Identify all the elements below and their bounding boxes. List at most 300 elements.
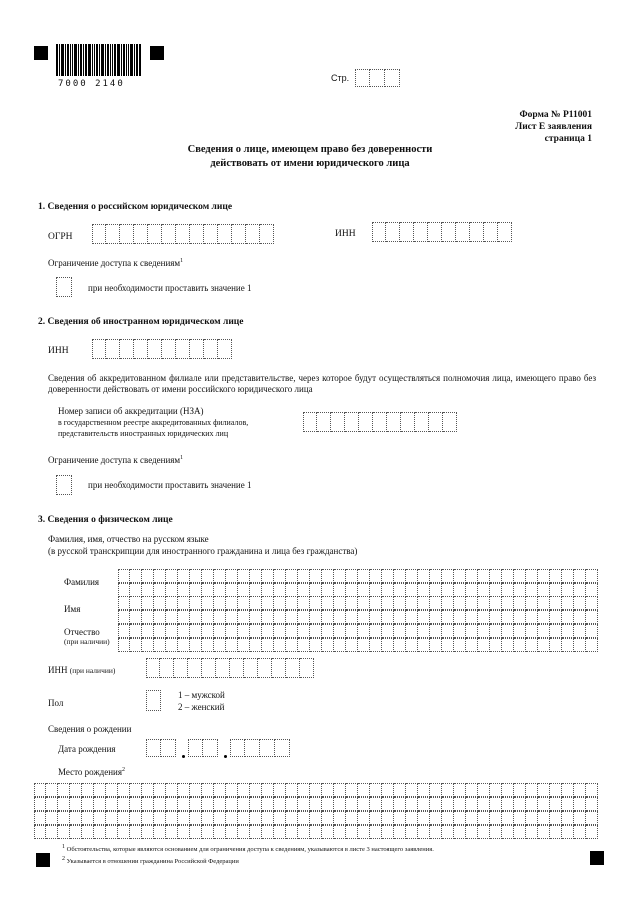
birth-day-field[interactable]: [146, 739, 176, 757]
char-cell[interactable]: [442, 624, 454, 638]
char-cell[interactable]: [130, 811, 142, 825]
char-cell[interactable]: [46, 783, 58, 797]
char-cell[interactable]: [178, 825, 190, 839]
char-cell[interactable]: [204, 224, 218, 244]
char-cell[interactable]: [514, 596, 526, 610]
char-cell[interactable]: [370, 783, 382, 797]
char-cell[interactable]: [262, 825, 274, 839]
char-cell[interactable]: [370, 797, 382, 811]
char-cell[interactable]: [310, 569, 322, 583]
char-cell[interactable]: [238, 811, 250, 825]
char-cell[interactable]: [346, 583, 358, 597]
char-cell[interactable]: [430, 825, 442, 839]
char-cell[interactable]: [250, 783, 262, 797]
char-cell[interactable]: [429, 412, 443, 432]
char-cell[interactable]: [130, 610, 142, 624]
char-cell[interactable]: [454, 638, 466, 652]
char-cell[interactable]: [430, 624, 442, 638]
char-cell[interactable]: [466, 797, 478, 811]
char-cell[interactable]: [490, 825, 502, 839]
char-cell[interactable]: [406, 596, 418, 610]
char-cell[interactable]: [176, 224, 190, 244]
char-cell[interactable]: [334, 583, 346, 597]
char-cell[interactable]: [250, 825, 262, 839]
char-cell[interactable]: [526, 797, 538, 811]
char-cell[interactable]: [82, 783, 94, 797]
char-cell[interactable]: [298, 583, 310, 597]
char-cell[interactable]: [346, 596, 358, 610]
char-cell[interactable]: [154, 624, 166, 638]
char-cell[interactable]: [430, 596, 442, 610]
birth-place-field-row3[interactable]: [34, 811, 598, 825]
char-cell[interactable]: [298, 610, 310, 624]
char-cell[interactable]: [372, 222, 386, 242]
char-cell[interactable]: [574, 783, 586, 797]
char-cell[interactable]: [346, 569, 358, 583]
char-cell[interactable]: [154, 638, 166, 652]
char-cell[interactable]: [550, 797, 562, 811]
char-cell[interactable]: [142, 624, 154, 638]
char-cell[interactable]: [250, 569, 262, 583]
char-cell[interactable]: [218, 224, 232, 244]
char-cell[interactable]: [190, 583, 202, 597]
birth-place-field-row1[interactable]: [34, 783, 598, 797]
char-cell[interactable]: [238, 797, 250, 811]
char-cell[interactable]: [502, 596, 514, 610]
char-cell[interactable]: [538, 797, 550, 811]
char-cell[interactable]: [586, 610, 598, 624]
char-cell[interactable]: [202, 825, 214, 839]
char-cell[interactable]: [286, 811, 298, 825]
char-cell[interactable]: [154, 610, 166, 624]
char-cell[interactable]: [146, 658, 160, 678]
char-cell[interactable]: [238, 610, 250, 624]
char-cell[interactable]: [190, 638, 202, 652]
char-cell[interactable]: [216, 658, 230, 678]
char-cell[interactable]: [334, 569, 346, 583]
char-cell[interactable]: [502, 610, 514, 624]
char-cell[interactable]: [550, 624, 562, 638]
char-cell[interactable]: [202, 658, 216, 678]
char-cell[interactable]: [238, 624, 250, 638]
char-cell[interactable]: [466, 596, 478, 610]
char-cell[interactable]: [298, 783, 310, 797]
char-cell[interactable]: [334, 811, 346, 825]
char-cell[interactable]: [454, 596, 466, 610]
char-cell[interactable]: [202, 610, 214, 624]
char-cell[interactable]: [166, 783, 178, 797]
char-cell[interactable]: [310, 583, 322, 597]
char-cell[interactable]: [142, 783, 154, 797]
char-cell[interactable]: [490, 797, 502, 811]
char-cell[interactable]: [334, 783, 346, 797]
char-cell[interactable]: [226, 783, 238, 797]
char-cell[interactable]: [406, 825, 418, 839]
char-cell[interactable]: [394, 610, 406, 624]
char-cell[interactable]: [574, 624, 586, 638]
char-cell[interactable]: [166, 583, 178, 597]
char-cell[interactable]: [334, 610, 346, 624]
char-cell[interactable]: [490, 596, 502, 610]
char-cell[interactable]: [258, 658, 272, 678]
char-cell[interactable]: [382, 624, 394, 638]
char-cell[interactable]: [442, 583, 454, 597]
char-cell[interactable]: [226, 583, 238, 597]
char-cell[interactable]: [346, 797, 358, 811]
char-cell[interactable]: [70, 783, 82, 797]
char-cell[interactable]: [442, 610, 454, 624]
char-cell[interactable]: [286, 658, 300, 678]
char-cell[interactable]: [166, 624, 178, 638]
char-cell[interactable]: [526, 569, 538, 583]
char-cell[interactable]: [382, 569, 394, 583]
char-cell[interactable]: [418, 569, 430, 583]
char-cell[interactable]: [226, 569, 238, 583]
char-cell[interactable]: [94, 783, 106, 797]
char-cell[interactable]: [274, 596, 286, 610]
char-cell[interactable]: [120, 339, 134, 359]
char-cell[interactable]: [218, 339, 232, 359]
char-cell[interactable]: [418, 638, 430, 652]
char-cell[interactable]: [586, 811, 598, 825]
char-cell[interactable]: [406, 638, 418, 652]
char-cell[interactable]: [190, 624, 202, 638]
char-cell[interactable]: [322, 583, 334, 597]
char-cell[interactable]: [478, 583, 490, 597]
char-cell[interactable]: [190, 797, 202, 811]
char-cell[interactable]: [226, 610, 238, 624]
char-cell[interactable]: [142, 610, 154, 624]
birth-month-field[interactable]: [188, 739, 218, 757]
char-cell[interactable]: [262, 610, 274, 624]
char-cell[interactable]: [526, 610, 538, 624]
char-cell[interactable]: [526, 783, 538, 797]
char-cell[interactable]: [166, 569, 178, 583]
char-cell[interactable]: [454, 825, 466, 839]
char-cell[interactable]: [260, 224, 274, 244]
char-cell[interactable]: [490, 811, 502, 825]
char-cell[interactable]: [190, 224, 204, 244]
char-cell[interactable]: [286, 825, 298, 839]
char-cell[interactable]: [514, 825, 526, 839]
gender-field[interactable]: [146, 690, 161, 711]
char-cell[interactable]: [502, 624, 514, 638]
char-cell[interactable]: [262, 783, 274, 797]
char-cell[interactable]: [418, 825, 430, 839]
char-cell[interactable]: [82, 811, 94, 825]
char-cell[interactable]: [298, 596, 310, 610]
char-cell[interactable]: [466, 610, 478, 624]
char-cell[interactable]: [298, 638, 310, 652]
char-cell[interactable]: [526, 638, 538, 652]
char-cell[interactable]: [466, 825, 478, 839]
char-cell[interactable]: [166, 638, 178, 652]
char-cell[interactable]: [574, 638, 586, 652]
char-cell[interactable]: [214, 610, 226, 624]
char-cell[interactable]: [418, 610, 430, 624]
char-cell[interactable]: [358, 797, 370, 811]
char-cell[interactable]: [526, 583, 538, 597]
char-cell[interactable]: [526, 825, 538, 839]
char-cell[interactable]: [514, 569, 526, 583]
char-cell[interactable]: [358, 569, 370, 583]
char-cell[interactable]: [130, 797, 142, 811]
char-cell[interactable]: [226, 596, 238, 610]
inn-field-s2[interactable]: [92, 339, 232, 359]
char-cell[interactable]: [272, 658, 286, 678]
char-cell[interactable]: [382, 583, 394, 597]
char-cell[interactable]: [286, 638, 298, 652]
char-cell[interactable]: [286, 596, 298, 610]
char-cell[interactable]: [358, 811, 370, 825]
char-cell[interactable]: [130, 583, 142, 597]
char-cell[interactable]: [34, 783, 46, 797]
char-cell[interactable]: [317, 412, 331, 432]
char-cell[interactable]: [300, 658, 314, 678]
char-cell[interactable]: [322, 783, 334, 797]
char-cell[interactable]: [154, 811, 166, 825]
char-cell[interactable]: [382, 638, 394, 652]
char-cell[interactable]: [204, 339, 218, 359]
char-cell[interactable]: [430, 610, 442, 624]
char-cell[interactable]: [92, 339, 106, 359]
char-cell[interactable]: [274, 783, 286, 797]
char-cell[interactable]: [406, 583, 418, 597]
char-cell[interactable]: [322, 811, 334, 825]
char-cell[interactable]: [562, 569, 574, 583]
char-cell[interactable]: [466, 783, 478, 797]
char-cell[interactable]: [202, 624, 214, 638]
char-cell[interactable]: [322, 624, 334, 638]
char-cell[interactable]: [502, 583, 514, 597]
restriction-checkbox-s2[interactable]: [56, 475, 72, 495]
char-cell[interactable]: [142, 569, 154, 583]
char-cell[interactable]: [310, 638, 322, 652]
char-cell[interactable]: [550, 638, 562, 652]
char-cell[interactable]: [442, 222, 456, 242]
char-cell[interactable]: [550, 825, 562, 839]
char-cell[interactable]: [418, 811, 430, 825]
char-cell[interactable]: [382, 811, 394, 825]
char-cell[interactable]: [226, 638, 238, 652]
char-cell[interactable]: [162, 339, 176, 359]
char-cell[interactable]: [346, 638, 358, 652]
char-cell[interactable]: [346, 783, 358, 797]
char-cell[interactable]: [160, 658, 174, 678]
char-cell[interactable]: [370, 825, 382, 839]
char-cell[interactable]: [538, 596, 550, 610]
char-cell[interactable]: [166, 811, 178, 825]
char-cell[interactable]: [246, 224, 260, 244]
char-cell[interactable]: [238, 825, 250, 839]
char-cell[interactable]: [310, 596, 322, 610]
char-cell[interactable]: [418, 596, 430, 610]
char-cell[interactable]: [230, 658, 244, 678]
char-cell[interactable]: [322, 569, 334, 583]
char-cell[interactable]: [490, 583, 502, 597]
char-cell[interactable]: [190, 811, 202, 825]
char-cell[interactable]: [250, 583, 262, 597]
char-cell[interactable]: [142, 596, 154, 610]
char-cell[interactable]: [142, 825, 154, 839]
char-cell[interactable]: [502, 797, 514, 811]
char-cell[interactable]: [130, 638, 142, 652]
patronymic-field-row2[interactable]: [118, 638, 598, 652]
char-cell[interactable]: [286, 610, 298, 624]
surname-field[interactable]: [118, 569, 598, 583]
char-cell[interactable]: [310, 783, 322, 797]
char-cell[interactable]: [562, 624, 574, 638]
char-cell[interactable]: [406, 811, 418, 825]
char-cell[interactable]: [58, 825, 70, 839]
char-cell[interactable]: [454, 624, 466, 638]
char-cell[interactable]: [94, 825, 106, 839]
char-cell[interactable]: [346, 811, 358, 825]
char-cell[interactable]: [106, 224, 120, 244]
char-cell[interactable]: [562, 638, 574, 652]
char-cell[interactable]: [154, 825, 166, 839]
char-cell[interactable]: [214, 783, 226, 797]
char-cell[interactable]: [178, 624, 190, 638]
char-cell[interactable]: [514, 583, 526, 597]
char-cell[interactable]: [166, 825, 178, 839]
char-cell[interactable]: [214, 638, 226, 652]
char-cell[interactable]: [454, 783, 466, 797]
char-cell[interactable]: [134, 339, 148, 359]
char-cell[interactable]: [154, 569, 166, 583]
char-cell[interactable]: [358, 783, 370, 797]
char-cell[interactable]: [130, 825, 142, 839]
char-cell[interactable]: [286, 797, 298, 811]
char-cell[interactable]: [262, 797, 274, 811]
char-cell[interactable]: [562, 825, 574, 839]
char-cell[interactable]: [58, 797, 70, 811]
char-cell[interactable]: [574, 610, 586, 624]
char-cell[interactable]: [442, 569, 454, 583]
char-cell[interactable]: [46, 811, 58, 825]
char-cell[interactable]: [250, 624, 262, 638]
char-cell[interactable]: [562, 797, 574, 811]
char-cell[interactable]: [322, 797, 334, 811]
char-cell[interactable]: [286, 569, 298, 583]
char-cell[interactable]: [190, 783, 202, 797]
char-cell[interactable]: [190, 825, 202, 839]
char-cell[interactable]: [418, 783, 430, 797]
char-cell[interactable]: [262, 624, 274, 638]
char-cell[interactable]: [586, 596, 598, 610]
char-cell[interactable]: [334, 825, 346, 839]
char-cell[interactable]: [214, 596, 226, 610]
char-cell[interactable]: [286, 583, 298, 597]
char-cell[interactable]: [586, 825, 598, 839]
char-cell[interactable]: [586, 783, 598, 797]
char-cell[interactable]: [550, 811, 562, 825]
char-cell[interactable]: [387, 412, 401, 432]
char-cell[interactable]: [142, 811, 154, 825]
char-cell[interactable]: [82, 797, 94, 811]
char-cell[interactable]: [142, 797, 154, 811]
char-cell[interactable]: [310, 825, 322, 839]
char-cell[interactable]: [454, 569, 466, 583]
char-cell[interactable]: [202, 569, 214, 583]
char-cell[interactable]: [118, 638, 130, 652]
char-cell[interactable]: [274, 624, 286, 638]
char-cell[interactable]: [178, 610, 190, 624]
char-cell[interactable]: [118, 596, 130, 610]
char-cell[interactable]: [178, 569, 190, 583]
char-cell[interactable]: [322, 596, 334, 610]
char-cell[interactable]: [574, 811, 586, 825]
char-cell[interactable]: [34, 811, 46, 825]
char-cell[interactable]: [394, 624, 406, 638]
char-cell[interactable]: [92, 224, 106, 244]
char-cell[interactable]: [370, 811, 382, 825]
char-cell[interactable]: [514, 783, 526, 797]
char-cell[interactable]: [346, 624, 358, 638]
char-cell[interactable]: [238, 783, 250, 797]
char-cell[interactable]: [34, 825, 46, 839]
birth-place-field-row4[interactable]: [34, 825, 598, 839]
char-cell[interactable]: [443, 412, 457, 432]
char-cell[interactable]: [442, 596, 454, 610]
char-cell[interactable]: [490, 569, 502, 583]
char-cell[interactable]: [478, 797, 490, 811]
char-cell[interactable]: [586, 569, 598, 583]
char-cell[interactable]: [586, 624, 598, 638]
char-cell[interactable]: [382, 610, 394, 624]
char-cell[interactable]: [154, 797, 166, 811]
char-cell[interactable]: [178, 583, 190, 597]
char-cell[interactable]: [244, 658, 258, 678]
char-cell[interactable]: [490, 610, 502, 624]
char-cell[interactable]: [46, 825, 58, 839]
char-cell[interactable]: [538, 825, 550, 839]
nza-field[interactable]: [303, 412, 457, 432]
char-cell[interactable]: [298, 624, 310, 638]
char-cell[interactable]: [178, 596, 190, 610]
char-cell[interactable]: [358, 610, 370, 624]
char-cell[interactable]: [166, 596, 178, 610]
char-cell[interactable]: [430, 583, 442, 597]
char-cell[interactable]: [118, 624, 130, 638]
char-cell[interactable]: [382, 596, 394, 610]
char-cell[interactable]: [190, 569, 202, 583]
char-cell[interactable]: [250, 811, 262, 825]
char-cell[interactable]: [526, 596, 538, 610]
char-cell[interactable]: [334, 638, 346, 652]
char-cell[interactable]: [118, 825, 130, 839]
char-cell[interactable]: [118, 797, 130, 811]
char-cell[interactable]: [174, 658, 188, 678]
char-cell[interactable]: [514, 811, 526, 825]
char-cell[interactable]: [550, 596, 562, 610]
char-cell[interactable]: [214, 624, 226, 638]
char-cell[interactable]: [430, 569, 442, 583]
char-cell[interactable]: [238, 583, 250, 597]
char-cell[interactable]: [526, 624, 538, 638]
char-cell[interactable]: [58, 811, 70, 825]
char-cell[interactable]: [478, 610, 490, 624]
char-cell[interactable]: [250, 797, 262, 811]
char-cell[interactable]: [70, 825, 82, 839]
char-cell[interactable]: [190, 610, 202, 624]
char-cell[interactable]: [442, 825, 454, 839]
char-cell[interactable]: [394, 783, 406, 797]
char-cell[interactable]: [394, 583, 406, 597]
char-cell[interactable]: [394, 596, 406, 610]
char-cell[interactable]: [538, 783, 550, 797]
char-cell[interactable]: [382, 797, 394, 811]
